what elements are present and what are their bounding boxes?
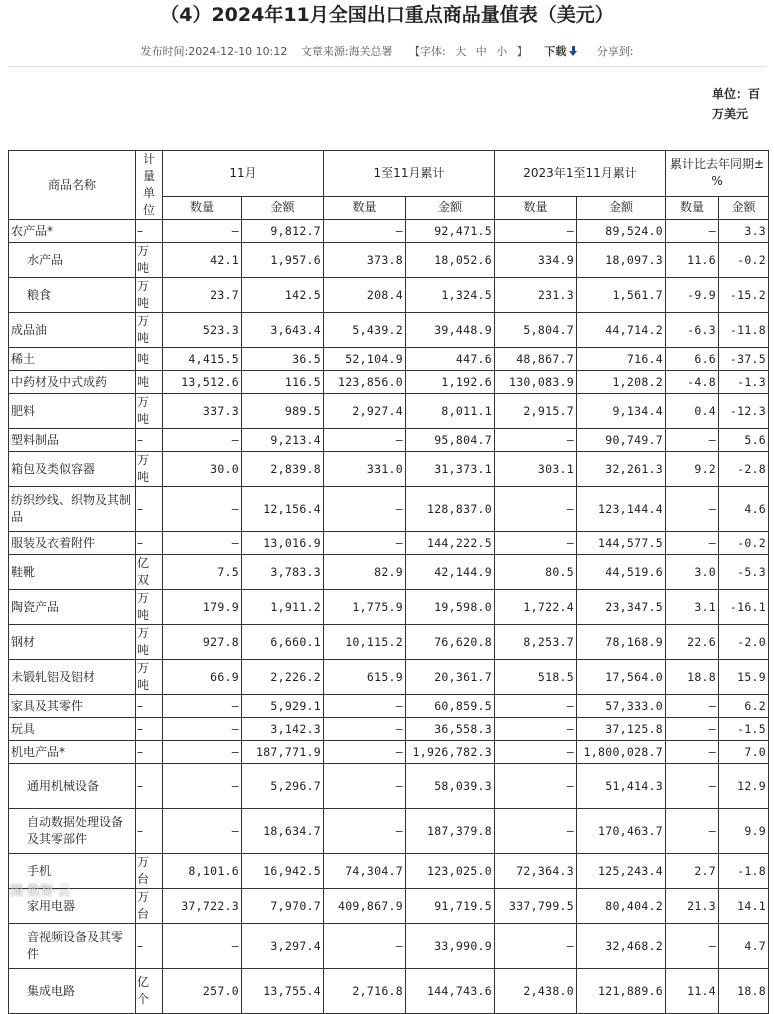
table-row: [9, 487, 769, 532]
cell-a3: 44,714.2: [577, 313, 666, 348]
row-name: 自动数据处理设备及其零部件: [9, 809, 136, 854]
cell-a1: 5,929.1: [242, 695, 324, 718]
cell-q2: 82.9: [324, 555, 406, 590]
cell-q2: –: [324, 695, 406, 718]
row-name: 机电产品*: [9, 741, 136, 764]
header-amt: 金额: [577, 196, 666, 219]
header-qty: 数量: [666, 196, 719, 219]
cell-a1: 2,226.2: [242, 660, 324, 695]
cell-q1: –: [163, 924, 242, 969]
cell-a3: 716.4: [577, 348, 666, 371]
cell-q1: –: [163, 718, 242, 741]
cell-q1: –: [163, 741, 242, 764]
cell-a2: 144,222.5: [406, 532, 495, 555]
cell-q1: 8,101.6: [163, 854, 242, 889]
row-unit: –: [136, 764, 163, 809]
row-name: 钢材: [9, 625, 136, 660]
article-meta: [0, 44, 774, 60]
header-name: 商品名称: [9, 151, 136, 220]
cell-ap: -12.3: [719, 394, 769, 429]
cell-a1: 13,016.9: [242, 532, 324, 555]
cell-a1: 1,957.6: [242, 243, 324, 278]
cell-a1: 9,213.4: [242, 429, 324, 452]
row-unit: –: [136, 220, 163, 243]
cell-q1: –: [163, 532, 242, 555]
cell-q2: 409,867.9: [324, 889, 406, 924]
table-row: [9, 924, 769, 969]
cell-q1: –: [163, 764, 242, 809]
table-row: [9, 625, 769, 660]
row-name: 陶瓷产品: [9, 590, 136, 625]
cell-q3: –: [495, 924, 577, 969]
row-name: 成品油: [9, 313, 136, 348]
cell-a2: 18,052.6: [406, 243, 495, 278]
cell-a3: 125,243.4: [577, 854, 666, 889]
download-button[interactable]: 下载: [544, 45, 583, 58]
row-name: 家具及其零件: [9, 695, 136, 718]
cell-ap: -16.1: [719, 590, 769, 625]
cell-q1: –: [163, 695, 242, 718]
cell-qp: 18.8: [666, 660, 719, 695]
header-qty: 数量: [495, 196, 577, 219]
row-unit: –: [136, 487, 163, 532]
cell-ap: -5.3: [719, 555, 769, 590]
header-amt: 金额: [406, 196, 495, 219]
cell-a1: 12,156.4: [242, 487, 324, 532]
row-unit: –: [136, 924, 163, 969]
cell-a3: 1,800,028.7: [577, 741, 666, 764]
cell-qp: 22.6: [666, 625, 719, 660]
cell-a2: 144,743.6: [406, 969, 495, 1014]
row-unit: 万台: [136, 889, 163, 924]
cell-a1: 3,297.4: [242, 924, 324, 969]
cell-a3: 123,144.4: [577, 487, 666, 532]
cell-qp: 9.2: [666, 452, 719, 487]
cell-q2: 1,775.9: [324, 590, 406, 625]
row-name: 纺织纱线、织物及其制品: [9, 487, 136, 532]
cell-q2: –: [324, 718, 406, 741]
cell-a3: 32,468.2: [577, 924, 666, 969]
cell-q2: 74,304.7: [324, 854, 406, 889]
cell-a2: 31,373.1: [406, 452, 495, 487]
cell-qp: –: [666, 764, 719, 809]
table-body: [9, 220, 769, 1014]
cell-q3: 2,438.0: [495, 969, 577, 1014]
cell-a2: 19,598.0: [406, 590, 495, 625]
table-row: [9, 348, 769, 371]
row-name: 音视频设备及其零件: [9, 924, 136, 969]
table-row: [9, 313, 769, 348]
cell-a3: 170,463.7: [577, 809, 666, 854]
header-nov: 11月: [163, 151, 324, 197]
cell-q3: –: [495, 695, 577, 718]
row-unit: 万台: [136, 854, 163, 889]
cell-a2: 42,144.9: [406, 555, 495, 590]
cell-q3: –: [495, 532, 577, 555]
cell-q3: –: [495, 220, 577, 243]
cell-ap: 9.9: [719, 809, 769, 854]
cell-q1: 13,512.6: [163, 371, 242, 394]
cell-q3: 72,364.3: [495, 854, 577, 889]
cell-qp: –: [666, 718, 719, 741]
cell-a1: 16,942.5: [242, 854, 324, 889]
cell-q3: 303.1: [495, 452, 577, 487]
cell-q2: 52,104.9: [324, 348, 406, 371]
cell-q1: 7.5: [163, 555, 242, 590]
watermark: 图·数智·云: [10, 884, 71, 899]
cell-q1: 30.0: [163, 452, 242, 487]
row-name: 集成电路: [9, 969, 136, 1014]
cell-a1: 13,755.4: [242, 969, 324, 1014]
cell-a1: 36.5: [242, 348, 324, 371]
row-unit: –: [136, 718, 163, 741]
row-name: 稀土: [9, 348, 136, 371]
cell-q3: –: [495, 429, 577, 452]
cell-a3: 121,889.6: [577, 969, 666, 1014]
cell-a2: 1,192.6: [406, 371, 495, 394]
cell-q2: –: [324, 741, 406, 764]
row-name: 玩具: [9, 718, 136, 741]
cell-q1: –: [163, 487, 242, 532]
cell-ap: -1.5: [719, 718, 769, 741]
header-yoy: 累计比去年同期±%: [666, 151, 769, 197]
cell-qp: –: [666, 487, 719, 532]
unit-note: 单位：百万美元: [712, 87, 761, 121]
cell-q3: 2,915.7: [495, 394, 577, 429]
cell-a3: 23,347.5: [577, 590, 666, 625]
cell-a3: 51,414.3: [577, 764, 666, 809]
cell-q3: 518.5: [495, 660, 577, 695]
cell-a2: 447.6: [406, 348, 495, 371]
cell-a3: 144,577.5: [577, 532, 666, 555]
cell-a1: 142.5: [242, 278, 324, 313]
cell-a3: 90,749.7: [577, 429, 666, 452]
divider: [8, 66, 766, 67]
row-unit: 万吨: [136, 313, 163, 348]
row-unit: 亿双: [136, 555, 163, 590]
cell-a1: 989.5: [242, 394, 324, 429]
cell-q2: 123,856.0: [324, 371, 406, 394]
row-unit: –: [136, 741, 163, 764]
table-row: [9, 532, 769, 555]
cell-q2: –: [324, 487, 406, 532]
cell-q2: 208.4: [324, 278, 406, 313]
row-unit: 万吨: [136, 394, 163, 429]
cell-q1: –: [163, 809, 242, 854]
row-name: 水产品: [9, 243, 136, 278]
row-unit: 吨: [136, 371, 163, 394]
header-amt: 金额: [242, 196, 324, 219]
table-row: [9, 394, 769, 429]
cell-q2: 331.0: [324, 452, 406, 487]
table-row: [9, 452, 769, 487]
table-row: [9, 371, 769, 394]
table-row: [9, 854, 769, 889]
cell-a2: 95,804.7: [406, 429, 495, 452]
cell-ap: -2.0: [719, 625, 769, 660]
cell-a2: 91,719.5: [406, 889, 495, 924]
font-medium-button[interactable]: 中: [475, 45, 487, 58]
table-row: [9, 278, 769, 313]
cell-q2: –: [324, 809, 406, 854]
cell-a1: 9,812.7: [242, 220, 324, 243]
header-amt: 金额: [719, 196, 769, 219]
cell-qp: 2.7: [666, 854, 719, 889]
cell-qp: 0.4: [666, 394, 719, 429]
cell-qp: -6.3: [666, 313, 719, 348]
cell-a3: 57,333.0: [577, 695, 666, 718]
cell-q3: –: [495, 487, 577, 532]
source-label: 文章来源:海关总署: [300, 45, 393, 58]
cell-qp: –: [666, 809, 719, 854]
cell-q1: 179.9: [163, 590, 242, 625]
cell-ap: -15.2: [719, 278, 769, 313]
cell-q2: –: [324, 532, 406, 555]
cell-a1: 18,634.7: [242, 809, 324, 854]
row-name: 鞋靴: [9, 555, 136, 590]
cell-qp: -9.9: [666, 278, 719, 313]
cell-q3: –: [495, 764, 577, 809]
cell-q1: 37,722.3: [163, 889, 242, 924]
cell-q2: 10,115.2: [324, 625, 406, 660]
cell-a1: 116.5: [242, 371, 324, 394]
cell-q3: 5,804.7: [495, 313, 577, 348]
row-name: 箱包及类似容器: [9, 452, 136, 487]
cell-a1: 3,142.3: [242, 718, 324, 741]
row-unit: –: [136, 695, 163, 718]
table-row: [9, 220, 769, 243]
font-small-button[interactable]: 小: [496, 45, 508, 58]
cell-qp: –: [666, 741, 719, 764]
cell-a2: 58,039.3: [406, 764, 495, 809]
cell-a3: 1,561.7: [577, 278, 666, 313]
header-cum: 1至11月累计: [324, 151, 495, 197]
cell-ap: -1.8: [719, 854, 769, 889]
cell-a2: 92,471.5: [406, 220, 495, 243]
cell-qp: 3.1: [666, 590, 719, 625]
cell-a1: 2,839.8: [242, 452, 324, 487]
cell-a2: 33,990.9: [406, 924, 495, 969]
row-unit: 万吨: [136, 278, 163, 313]
cell-ap: -0.2: [719, 532, 769, 555]
row-name: 塑料制品: [9, 429, 136, 452]
cell-a3: 18,097.3: [577, 243, 666, 278]
cell-qp: 21.3: [666, 889, 719, 924]
cell-a2: 60,859.5: [406, 695, 495, 718]
cell-a3: 32,261.3: [577, 452, 666, 487]
cell-ap: 15.9: [719, 660, 769, 695]
cell-a1: 5,296.7: [242, 764, 324, 809]
cell-a1: 6,660.1: [242, 625, 324, 660]
cell-qp: –: [666, 220, 719, 243]
cell-ap: -0.2: [719, 243, 769, 278]
download-icon: [569, 46, 578, 56]
cell-a2: 123,025.0: [406, 854, 495, 889]
cell-qp: 11.4: [666, 969, 719, 1014]
cell-q2: –: [324, 429, 406, 452]
cell-q3: –: [495, 741, 577, 764]
cell-q1: 4,415.5: [163, 348, 242, 371]
cell-q3: –: [495, 809, 577, 854]
cell-a1: 3,643.4: [242, 313, 324, 348]
row-name: 肥料: [9, 394, 136, 429]
cell-ap: -37.5: [719, 348, 769, 371]
row-unit: 万吨: [136, 660, 163, 695]
cell-q3: 337,799.5: [495, 889, 577, 924]
cell-q1: 337.3: [163, 394, 242, 429]
cell-q1: 42.1: [163, 243, 242, 278]
cell-q3: –: [495, 718, 577, 741]
row-name: 中药材及中式成药: [9, 371, 136, 394]
cell-a2: 36,558.3: [406, 718, 495, 741]
cell-q3: 130,083.9: [495, 371, 577, 394]
cell-ap: 4.7: [719, 924, 769, 969]
cell-a3: 1,208.2: [577, 371, 666, 394]
table-row: [9, 660, 769, 695]
cell-q2: –: [324, 924, 406, 969]
cell-ap: 4.6: [719, 487, 769, 532]
cell-a2: 76,620.8: [406, 625, 495, 660]
header-qty: 数量: [163, 196, 242, 219]
cell-q2: 2,716.8: [324, 969, 406, 1014]
cell-ap: 3.3: [719, 220, 769, 243]
cell-a3: 17,564.0: [577, 660, 666, 695]
header-prev: 2023年1至11月累计: [495, 151, 666, 197]
row-unit: –: [136, 532, 163, 555]
row-unit: 万吨: [136, 590, 163, 625]
row-name: 手机: [9, 854, 136, 889]
cell-q2: –: [324, 764, 406, 809]
cell-q1: –: [163, 429, 242, 452]
cell-q1: –: [163, 220, 242, 243]
cell-qp: 11.6: [666, 243, 719, 278]
cell-a2: 20,361.7: [406, 660, 495, 695]
cell-q3: 1,722.4: [495, 590, 577, 625]
cell-qp: 3.0: [666, 555, 719, 590]
cell-q1: 257.0: [163, 969, 242, 1014]
cell-a1: 187,771.9: [242, 741, 324, 764]
cell-ap: 6.2: [719, 695, 769, 718]
table-row: [9, 718, 769, 741]
cell-a2: 1,324.5: [406, 278, 495, 313]
cell-a2: 1,926,782.3: [406, 741, 495, 764]
cell-ap: 14.1: [719, 889, 769, 924]
table-row: [9, 969, 769, 1014]
cell-q1: 66.9: [163, 660, 242, 695]
cell-q1: 523.3: [163, 313, 242, 348]
cell-a2: 128,837.0: [406, 487, 495, 532]
cell-a2: 39,448.9: [406, 313, 495, 348]
cell-a3: 80,404.2: [577, 889, 666, 924]
cell-q1: 927.8: [163, 625, 242, 660]
cell-qp: –: [666, 924, 719, 969]
cell-q1: 23.7: [163, 278, 242, 313]
header-qty: 数量: [324, 196, 406, 219]
cell-q3: 231.3: [495, 278, 577, 313]
cell-q2: 2,927.4: [324, 394, 406, 429]
table-row: [9, 889, 769, 924]
cell-ap: 5.6: [719, 429, 769, 452]
cell-a3: 9,134.4: [577, 394, 666, 429]
cell-q3: 80.5: [495, 555, 577, 590]
cell-ap: 12.9: [719, 764, 769, 809]
cell-q2: –: [324, 220, 406, 243]
cell-ap: -2.8: [719, 452, 769, 487]
cell-a1: 7,970.7: [242, 889, 324, 924]
table-row: [9, 695, 769, 718]
font-large-button[interactable]: 大: [455, 45, 467, 58]
table-row: [9, 764, 769, 809]
cell-ap: -11.8: [719, 313, 769, 348]
cell-q2: 615.9: [324, 660, 406, 695]
table-row: [9, 555, 769, 590]
row-name: 粮食: [9, 278, 136, 313]
publish-time-label: 发布时间:2024-12-10 10:12: [140, 45, 288, 58]
cell-a3: 78,168.9: [577, 625, 666, 660]
table-row: [9, 741, 769, 764]
table-row: [9, 243, 769, 278]
cell-q3: 48,867.7: [495, 348, 577, 371]
row-unit: –: [136, 809, 163, 854]
page-title: （4）2024年11月全国出口重点商品量值表（美元）: [160, 4, 614, 26]
cell-q3: 334.9: [495, 243, 577, 278]
row-name: 服装及衣着附件: [9, 532, 136, 555]
row-name: 未锻轧铝及铝材: [9, 660, 136, 695]
row-name: 农产品*: [9, 220, 136, 243]
share-label: 分享到:: [596, 45, 634, 58]
cell-a1: 3,783.3: [242, 555, 324, 590]
export-table: [8, 150, 769, 1014]
cell-q2: 373.8: [324, 243, 406, 278]
row-unit: 万吨: [136, 625, 163, 660]
cell-a3: 37,125.8: [577, 718, 666, 741]
cell-ap: 7.0: [719, 741, 769, 764]
header-unit: 计量单位: [136, 151, 163, 220]
cell-a1: 1,911.2: [242, 590, 324, 625]
cell-qp: 6.6: [666, 348, 719, 371]
cell-q2: 5,439.2: [324, 313, 406, 348]
cell-ap: -1.3: [719, 371, 769, 394]
cell-a3: 44,519.6: [577, 555, 666, 590]
table-row: [9, 429, 769, 452]
row-name: 家用电器: [9, 889, 136, 924]
cell-qp: –: [666, 429, 719, 452]
cell-a2: 187,379.8: [406, 809, 495, 854]
row-unit: 亿个: [136, 969, 163, 1014]
row-unit: 万吨: [136, 452, 163, 487]
cell-ap: 18.8: [719, 969, 769, 1014]
row-unit: 吨: [136, 348, 163, 371]
cell-q3: 8,253.7: [495, 625, 577, 660]
cell-a2: 8,011.1: [406, 394, 495, 429]
table-row: [9, 590, 769, 625]
cell-qp: -4.8: [666, 371, 719, 394]
row-unit: –: [136, 429, 163, 452]
row-name: 通用机械设备: [9, 764, 136, 809]
font-size-controls: 【字体: 大 中 小 】: [409, 45, 528, 58]
cell-a3: 89,524.0: [577, 220, 666, 243]
cell-qp: –: [666, 532, 719, 555]
table-row: [9, 809, 769, 854]
row-unit: 万吨: [136, 243, 163, 278]
cell-qp: –: [666, 695, 719, 718]
